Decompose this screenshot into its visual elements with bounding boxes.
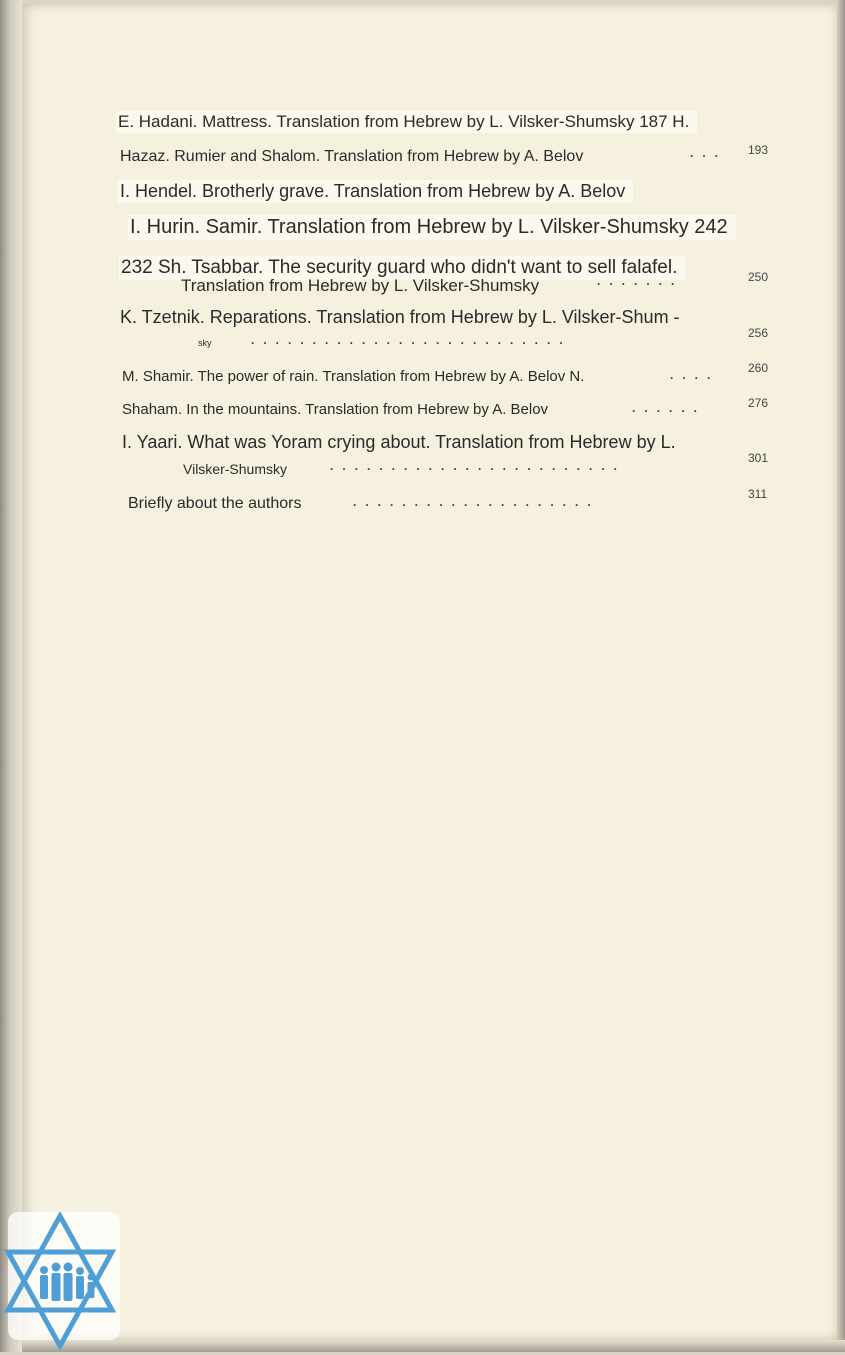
toc-leader-dots: ....... [597,274,684,288]
toc-entry-text: Briefly about the authors [128,495,302,512]
toc-entry-text: K. Tzetnik. Reparations. Translation from Hebrew by L. Vilsker-Shum - [120,307,680,327]
star-of-david-family-icon [0,1212,122,1350]
toc-entry-text: M. Shamir. The power of rain. Translation from Hebrew by A. Belov N. [122,368,585,385]
toc-page-number: 193 [748,143,769,157]
toc-entry-text: Shaham. In the mountains. Translation from Hebrew by A. Belov [122,401,549,418]
toc-entry-text: I. Hurin. Samir. Translation from Hebrew by L. Vilsker-Shumsky 242 [128,215,736,240]
toc-leader-dots: .... [670,368,720,382]
toc-leader-dots: .................... [353,495,600,509]
toc-entry-text: Hazaz. Rumier and Shalom. Translation from Hebrew by A. Belov [120,148,584,165]
toc-entry-text: I. Yaari. What was Yoram crying about. Translation from Hebrew by L. [122,432,676,452]
toc-leader-dots: ... [690,146,728,160]
toc-page-number: 260 [748,361,769,375]
toc-entry-text: Vilsker-Shumsky [183,461,287,477]
toc-entry-text: Translation from Hebrew by L. Vilsker-Shumsky [181,276,540,295]
toc-entry-text: sky [198,338,212,348]
toc-leader-dots: ........................ [330,459,627,473]
toc-page-number: 311 [748,487,768,501]
toc-page-number: 301 [748,451,769,465]
toc-page-number: 276 [748,396,769,410]
toc-page-number: 256 [748,326,769,340]
toc-leader-dots: ...... [632,401,707,415]
toc-entry-text: 232 Sh. Tsabbar. The security guard who didn't want to sell falafel. [119,256,685,280]
toc-entry-text: I. Hendel. Brotherly grave. Translation from Hebrew by A. Belov [118,180,633,203]
toc-entry-text: E. Hadani. Mattress. Translation from Hebrew by L. Vilsker-Shumsky 187 H. [116,111,697,133]
toc-page-number: 250 [748,270,769,284]
toc-leader-dots: .......................... [251,333,572,347]
